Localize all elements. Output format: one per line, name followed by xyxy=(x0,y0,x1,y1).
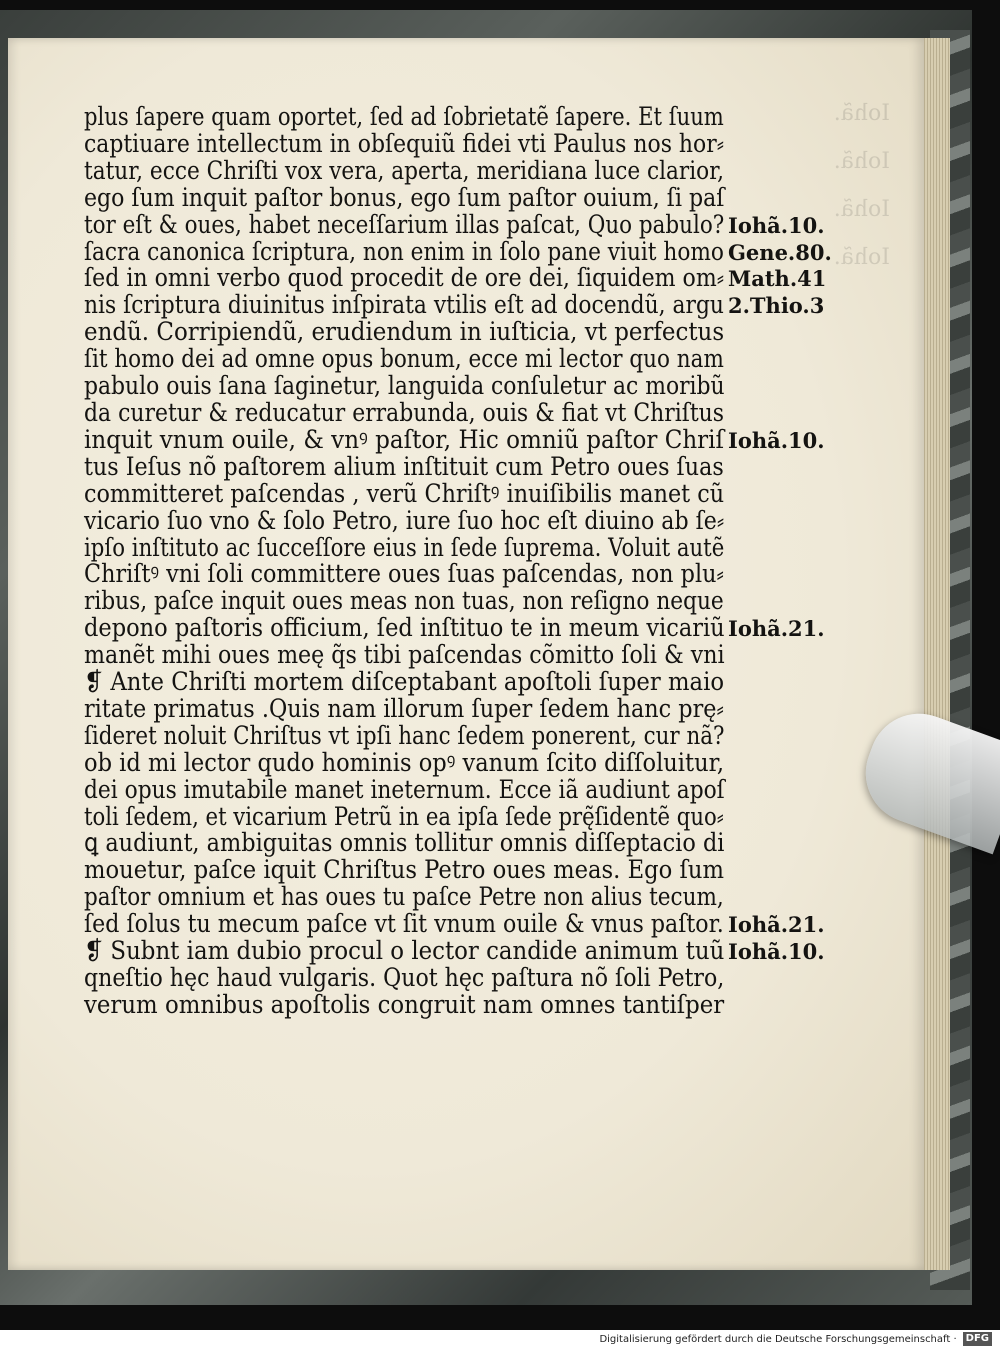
text-line: paſtor omnium et has oues tu paſce Petre non alius tecum, xyxy=(84,882,724,912)
text-line: ſideret noluit Chriſtus vt ipſi hanc ſedem ponerent, cur nã? xyxy=(84,720,725,750)
text-line: endũ. Corripiendũ, erudiendum in iuſticia, vt perfectus xyxy=(84,317,725,347)
margin-note: Iohã.10. xyxy=(728,212,825,238)
text-line: manẽt mihi oues meę q̃s tibi paſcendas cõmitto ſoli & vni xyxy=(84,640,725,670)
text-line: captiuare intellectum in obſequiũ fidei vti Paulus nos hor⸗ xyxy=(84,128,725,158)
text-line: mouetur, paſce iquit Chriſtus Petro oues meas. Ego ſum xyxy=(84,855,724,885)
body-text xyxy=(84,104,724,1019)
text-line: nis ſcriptura diuinitus inſpirata vtilis eſt ad docendũ, argu xyxy=(84,290,724,320)
text-line: ego ſum inquit paſtor bonus, ego ſum paſtor ouium, ſi paſ xyxy=(84,182,725,212)
margin-note: Iohã.10. xyxy=(728,427,825,453)
text-line: ſacra canonica ſcriptura, non enim in ſolo pane viuit homo xyxy=(84,236,724,266)
text-line: tor eſt & oues, habet neceſſarium illas paſcat, Quo pabulo? xyxy=(84,209,725,239)
text-line: verum omnibus apoſtolis congruit nam omnes tantiſper xyxy=(84,989,725,1019)
text-line: plus ſapere quam oportet, ſed ad ſobrietatẽ ſapere. Et ſuum xyxy=(84,102,724,131)
show-through: Iohã. Iohã. Iohã. Iohã. xyxy=(833,101,890,270)
text-line: ritate primatus .Quis nam illorum ſuper ſedem hanc prę⸗ xyxy=(84,693,724,723)
text-line: ❡ Ante Chriſti mortem diſceptabant apoſtoli ſuper maio xyxy=(84,667,725,697)
text-line: Chriſtꝰ vni ſoli committere oues ſuas paſcendas, non plu⸗ xyxy=(84,559,724,589)
text-line: ꝗ audiunt, ambiguitas omnis tollitur omnis diſſeptacio di xyxy=(84,828,725,858)
footer xyxy=(0,1330,1000,1350)
margin-note: Iohã.10. xyxy=(728,938,825,964)
margin-note: Iohã.21. xyxy=(728,912,825,937)
text-line: ❡ Subnt iam dubio procul o lector candide animum tuũ xyxy=(84,936,725,966)
margin-note: Iohã.21. xyxy=(728,616,825,642)
text-line: inquit vnum ouile, & vnꝰ paſtor, Hic omniũ paſtor Chriſ xyxy=(84,424,725,454)
text-line: vicario ſuo vno & ſolo Petro, iure ſuo hoc eſt diuino ab ſe⸗ xyxy=(84,505,725,535)
footer-text: Digitalisierung gefördert durch die Deutsche Forschungsgemeinschaft · xyxy=(599,1334,957,1345)
text-line: committeret paſcendas , verũ Chriſtꝰ inuiſibilis manet cũ xyxy=(84,478,725,508)
text-line: toli ſedem, et vicarium Petrũ in ea ipſa ſede prę̃ſidentẽ quo⸗ xyxy=(84,801,724,831)
dfg-logo: DFG xyxy=(963,1332,992,1346)
text-line: ob id mi lector qudo hominis opꝰ vanum ſcito diſſoluitur, xyxy=(84,747,725,777)
text-line: ribus, paſce inquit oues meas non tuas, non reſigno neque xyxy=(84,586,724,616)
text-line: ſed ſolus tu mecum paſce vt ſit vnum ouile & vnus paſtor. xyxy=(84,909,724,939)
margin-note: Gene.80. xyxy=(728,239,832,265)
text-line: dei opus imutabile manet ineternum. Ecce iã audiunt apoſ xyxy=(84,774,725,804)
text-line: da curetur & reducatur errabunda, ouis & fiat vt Chriſtus xyxy=(84,397,725,427)
text-line: ipſo inſtituto ac ſucceſſore eius in ſede ſuprema. Voluit autẽ xyxy=(84,532,725,562)
text-line: ſed in omni verbo quod procedit de ore dei, ſiquidem om⸗ xyxy=(84,263,725,293)
text-line: qneſtio hęc haud vulgaris. Quot hęc paſtura nõ ſoli Petro, xyxy=(84,963,725,992)
margin-note: Math.41 xyxy=(728,266,827,292)
text-line: tatur, ecce Chriſti vox vera, aperta, meridiana luce clarior, xyxy=(84,155,725,185)
text-line: pabulo ouis ſana ſaginetur, languida conſuletur ac moribũ xyxy=(84,371,725,401)
text-line: ſit homo dei ad omne opus bonum, ecce mi lector quo nam xyxy=(84,344,724,374)
text-line: tus Ieſus nõ paſtorem alium inſtituit cum Petro oues ſuas xyxy=(84,451,724,481)
text-line: depono paſtoris officium, ſed inſtituo te in meum vicariũ xyxy=(84,613,725,643)
margin-note: 2.Thio.3 xyxy=(728,293,825,319)
